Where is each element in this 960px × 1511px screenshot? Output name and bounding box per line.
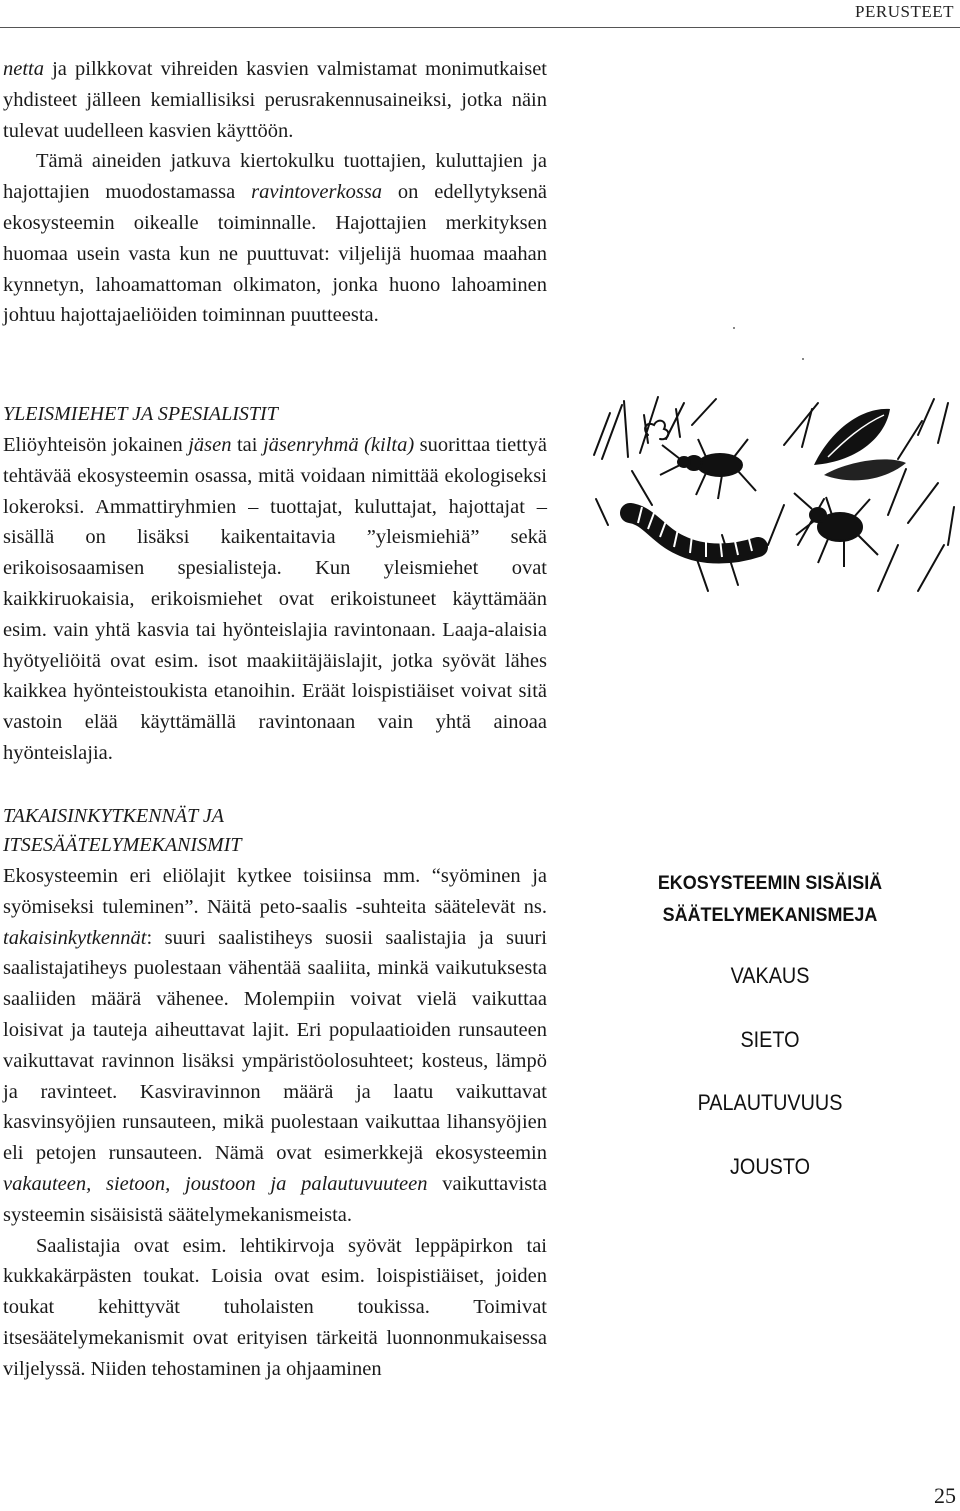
term-jasen: jäsen	[188, 434, 232, 456]
larva-icon	[630, 507, 758, 557]
intro-p2-text-a: Tämä aineiden jatkuva kiertokulku tuottajien, kuluttajien ja hajottajien muodostamassa	[3, 150, 547, 204]
intro-p2-text-b: on edellytyksenä ekosysteemin oikealle toiminnalle. Hajottajien merkityksen huomaa usein vasta kun ne puuttuvat: viljelijä huomaa maahan kynnetyn, lahoamattoman olkimaton, jonka huono lahoaminen johtuu hajottajaeliöiden toiminnan puutteesta.	[3, 181, 547, 327]
sidebar-box	[600, 867, 940, 1179]
term-netta: netta	[3, 58, 44, 80]
intro-paragraph-2	[3, 146, 547, 331]
s1-text-c: suorittaa tiettyä tehtävää ekosysteemin osassa, mitä voidaan nimittää ekologiseksi lokeroksi. Ammattiryhmien – tuottajat, kuluttajat, hajottajat – sisällä on lisäksi kaikentaitavia ”yleismiehiä” sekä erikoisosaamisen spesialisteja. Kun yleismiehet ovat kaikkiruokaisia, erikoismiehet ovat erikoistuneet käyttämään esim. vain yhtä kasvia tai hyönteislajia ravintonaan. Laaja-alaisia hyötyeliöitä ovat esim. isot maakiitäjäislajit, jotka syövät lähes kaikkea hyönteistoukista etanoihin. Eräät loispistiäiset voivat sitä vastoin elää käyttämällä ravintonaan vain yhtä ainoaa hyönteislajia.	[3, 434, 547, 764]
section1-paragraph	[3, 430, 547, 769]
section-heading-line-2: ITSESÄÄTELYMEKANISMIT	[3, 834, 242, 856]
section-yleismiehet	[3, 400, 547, 769]
term-vakauteen: vakauteen, sietoon, joustoon ja palautuvuuteen	[3, 1172, 428, 1195]
page-number: 25	[934, 1483, 956, 1508]
running-header: PERUSTEET	[855, 2, 954, 21]
sidebar-item-palautuvuus: PALAUTUVUUS	[697, 1090, 843, 1115]
section2-paragraph-2: Saalistajia ovat esim. lehtikirvoja syövät leppäpirkon tai kukkakärpästen toukat. Loisia ovat esim. loispistiäiset, joiden toukat kehittyvät tuholaisten toukissa. Toimivat itsesäätelymekanismit ovat erityisen tärkeitä luonnonmukaisessa viljelyssä. Niiden tehostaminen ja ohjaaminen	[3, 1234, 547, 1380]
intro-p1-text: ja pilkkovat vihreiden kasvien valmistamat monimutkaiset yhdisteet jälleen kemiallisiksi perusrakennusaineiksi, jotka näin tulevat uudelleen kasvien käyttöön.	[3, 58, 547, 142]
section2-paragraph-1	[3, 861, 547, 1231]
speck	[802, 358, 804, 360]
s1-text-b: tai	[231, 434, 263, 456]
term-jasenryhma: jäsenryhmä (kilta)	[262, 434, 415, 456]
sidebar-item-sieto: SIETO	[740, 1027, 800, 1052]
section-takaisinkytkennat	[3, 802, 547, 1385]
intro-paragraph-1	[3, 54, 547, 146]
intro-text	[3, 54, 547, 331]
sidebar-item-jousto: JOUSTO	[730, 1154, 810, 1179]
section-heading-yleismiehet: YLEISMIEHET JA SPESIALISTIT	[3, 403, 278, 425]
section-heading-line-1: TAKAISINKYTKENNÄT JA	[3, 805, 224, 827]
sidebar-item-vakaus: VAKAUS	[730, 963, 810, 988]
beetle-icon	[660, 439, 756, 499]
s2-text-c: vaikuttavista systeemin sisäisistä säätelymekanismeista.	[3, 1172, 547, 1226]
header-rule	[0, 27, 960, 28]
term-ravintoverkossa: ravintoverkossa	[251, 181, 383, 204]
sidebar-title-line-2: SÄÄTELYMEKANISMEJA	[662, 904, 878, 926]
sidebar-title-line-1: EKOSYSTEEMIN SISÄISIÄ	[657, 872, 883, 894]
s2-text-b: : suuri saalistiheys suosii saalistajia ja suuri saalistajatiheys puolestaan vähentää saaliita, minkä vaikutuksesta saaliiden määrä vähenee. Molempiin voivat vielä vaikuttaa loisivat ja tauteja aiheuttavat lajit. Eri populaatioiden runsauteen vaikuttavat ravinnon lisäksi ympäristöolosuhteet; kosteus, lämpö ja ravinteet. Kasviravinnon määrä ja laatu vaikuttavat kasvinsyöjien runsauteen, mikä puolestaan vaikuttaa lihansyöjien eli petojen runsauteen. Nämä ovat esimerkkejä ekosysteemin	[3, 926, 547, 1165]
s1-text-a: Eliöyhteisön jokainen	[3, 434, 189, 456]
ground-beetles-and-larva-illustration	[588, 395, 958, 595]
speck	[733, 327, 735, 329]
s2-text-a: Ekosysteemin eri eliölajit kytkee toisiinsa mm. “syöminen ja syömiseksi tuleminen”. Näitä peto-saalis -suhteita säätelevät ns.	[3, 865, 547, 918]
term-takaisinkytkennat: takaisinkytkennät	[3, 926, 147, 949]
